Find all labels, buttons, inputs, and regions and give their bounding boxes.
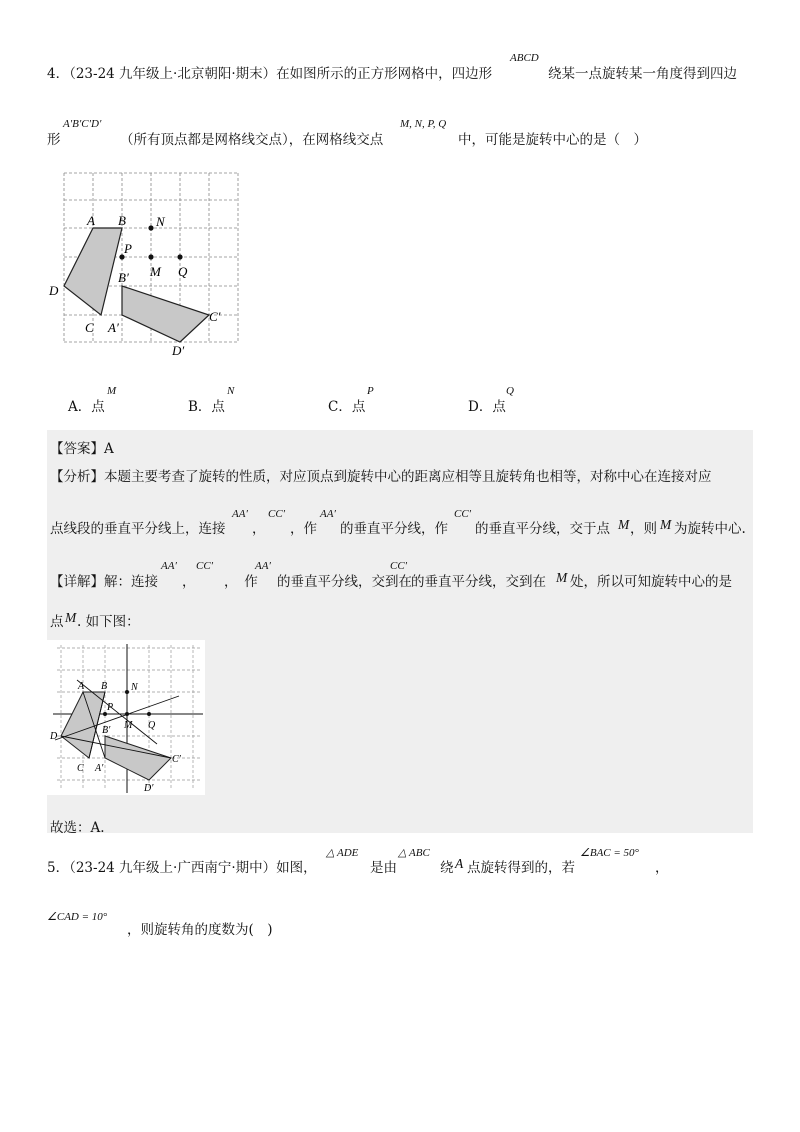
analysis-m-2: M — [660, 517, 672, 532]
analysis-aa-2: AA′ — [320, 508, 336, 520]
label-q: Q — [178, 264, 188, 279]
q5-stem-a: 5．（23-24 九年级上·广西南宁·期中）如图， — [47, 860, 317, 876]
option-d-var: Q — [506, 385, 514, 397]
q4-stem-line1: 4．（23-24 九年级上·北京朝阳·期末）在如图所示的正方形网格中，四边形 — [47, 66, 493, 82]
q4-grid-figure — [44, 168, 244, 358]
q4-abcd-prime-formula: A′B′C′D′ — [63, 118, 102, 130]
q5-ade: △ ADE — [326, 847, 359, 859]
detail-a: 【详解】解：连接 — [50, 574, 158, 590]
label-n: N — [156, 214, 165, 229]
sol-label-c-prime: C′ — [172, 754, 181, 765]
detail2-b: . 如下图： — [77, 614, 140, 630]
sol-label-n: N — [131, 682, 138, 693]
sol-label-a-prime: A′ — [95, 763, 104, 774]
detail-perp: 的垂直平分线，交到在 — [411, 574, 546, 590]
detail-cc: CC′ — [196, 560, 214, 572]
analysis-then: ，则 — [630, 521, 657, 537]
option-c[interactable]: C．点 — [328, 399, 366, 415]
option-c-var: P — [367, 385, 374, 397]
sol-label-b: B — [101, 681, 108, 692]
sol-label-a: A — [78, 681, 85, 692]
label-c: C — [85, 320, 94, 335]
label-c-prime: C′ — [209, 309, 221, 324]
option-b[interactable]: B．点 — [188, 399, 225, 415]
analysis-line2-a: 点线段的垂直平分线上，连接 — [50, 521, 226, 537]
q5-abc: △ ABC — [398, 847, 430, 859]
q4-stem-line1-end: 绕某一点旋转某一角度得到四边 — [548, 66, 737, 82]
sol-label-d: D — [50, 731, 58, 742]
label-b: B — [118, 213, 126, 228]
q5-bac: ∠BAC = 50° — [580, 847, 639, 859]
sol-label-b-prime: B′ — [102, 725, 111, 736]
label-a-prime: A′ — [108, 320, 119, 335]
label-d-prime: D′ — [172, 343, 185, 358]
detail2-a: 点 — [50, 614, 64, 630]
quad-abcd — [64, 228, 122, 315]
analysis-cc-2: CC′ — [454, 508, 472, 520]
sol-label-m: M — [124, 720, 133, 731]
q4-stem-line2-end: 中，可能是旋转中心的是（ ） — [458, 132, 647, 148]
q4-stem-line2-mid: （所有顶点都是网格线交点），在网格线交点 — [120, 132, 384, 148]
detail-aa: AA′ — [161, 560, 177, 572]
sol-label-c: C — [77, 763, 84, 774]
q5-a-var: A — [455, 856, 464, 871]
analysis-zuo: ，作 — [290, 521, 317, 537]
conclusion: 故选：A. — [50, 820, 105, 836]
q5-stem-d: 点旋转得到的，若 — [467, 860, 575, 876]
q4-stem-line2-start: 形 — [47, 132, 61, 148]
option-d[interactable]: D．点 — [468, 399, 506, 415]
q5-stem-2: ，则旋转角的度数为( ) — [127, 922, 273, 938]
label-b-prime: B′ — [118, 270, 129, 285]
quad-abcd-prime — [122, 286, 209, 342]
label-a: A — [87, 213, 95, 228]
point-q — [177, 254, 182, 259]
analysis-aa: AA′ — [232, 508, 248, 520]
analysis-perp: 的垂直平分线，作 — [340, 521, 448, 537]
q5-stem-b: 是由 — [370, 860, 397, 876]
sol-label-q: Q — [148, 720, 156, 731]
option-a-var: M — [107, 385, 117, 397]
q5-stem-c: 绕 — [440, 860, 454, 876]
label-p: P — [124, 241, 132, 256]
q4-abcd-formula: ABCD — [510, 52, 539, 64]
point-m — [148, 254, 153, 259]
q5-cad: ∠CAD = 10° — [47, 911, 108, 923]
q4-mnpq-formula: M, N, P, Q — [400, 118, 447, 130]
sol-label-d-prime: D′ — [144, 783, 154, 794]
label-m: M — [150, 264, 161, 279]
detail2-m: M — [65, 610, 77, 625]
detail-m: M — [556, 570, 568, 585]
detail-cc-2: CC′ — [390, 560, 408, 572]
label-d: D — [49, 283, 59, 298]
analysis-line1: 【分析】本题主要考查了旋转的性质，对应顶点到旋转中心的距离应相等且旋转角也相等，对称中心在连接对应 — [50, 469, 712, 485]
option-a[interactable]: A．点 — [68, 399, 105, 415]
analysis-cc: CC′ — [268, 508, 286, 520]
option-b-var: N — [227, 385, 235, 397]
analysis-perp2: 的垂直平分线，交于点 — [475, 521, 610, 537]
detail-c: 的垂直平分线，交到在 — [277, 574, 412, 590]
detail-b: ， 作 — [224, 574, 258, 590]
analysis-m: M — [618, 517, 630, 532]
q5-comma: ， — [655, 860, 669, 876]
point-n — [148, 225, 153, 230]
detail-aa-2: AA′ — [255, 560, 271, 572]
answer-line: 【答案】A — [50, 441, 114, 457]
solution-figure — [47, 640, 205, 795]
detail-comma: ， — [182, 574, 196, 590]
detail-d: 处，所以可知旋转中心的是 — [570, 574, 732, 590]
analysis-is-center: 为旋转中心. — [674, 521, 746, 537]
sol-label-p: P — [107, 702, 114, 713]
analysis-comma: ， — [252, 521, 266, 537]
